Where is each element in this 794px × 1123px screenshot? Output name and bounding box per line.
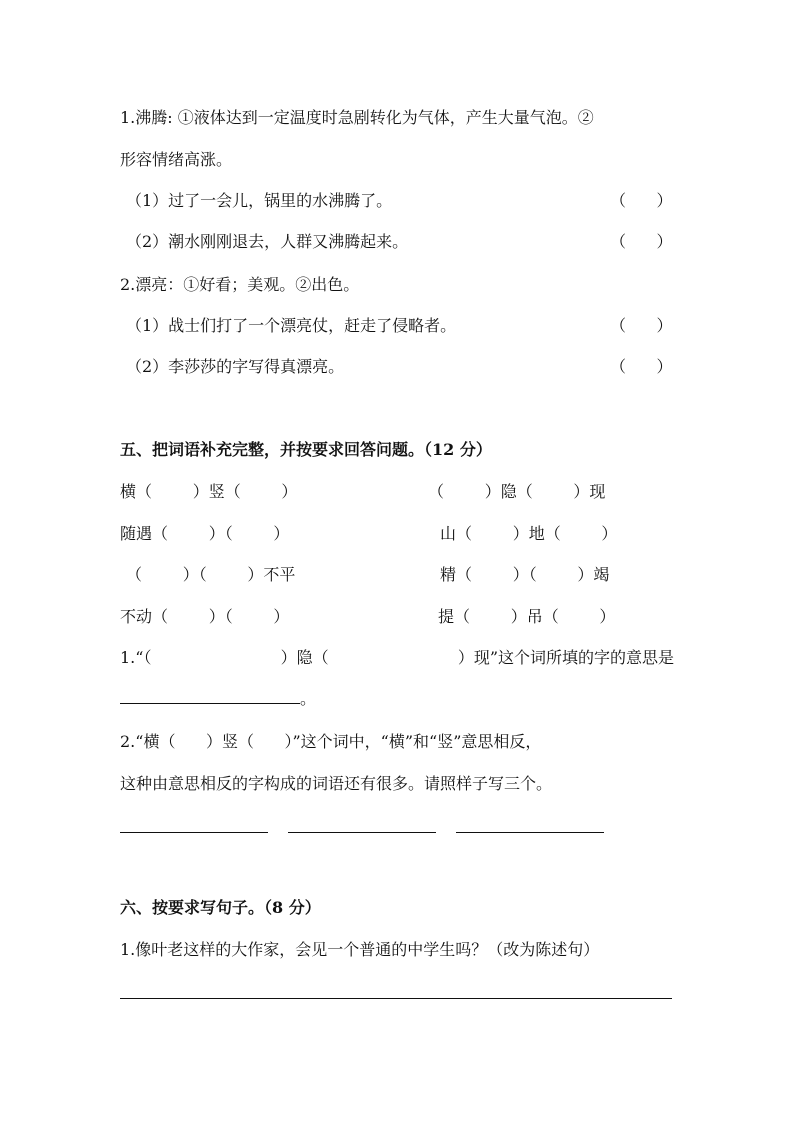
q5-sub2-line2: 这种由意思相反的字构成的词语还有很多。请照样子写三个。 [120, 774, 553, 793]
q5-sub1-part2: ）隐（ [280, 648, 329, 667]
q5-row2-left: 随遇（ ）（ ） [120, 524, 290, 543]
q5-row4-left: 不动（ ）（ ） [120, 607, 290, 626]
section5-heading: 五、把词语补充完整，并按要求回答问题。（12 分） [120, 440, 492, 459]
q5-row1-left: 横（ ）竖（ ） [120, 482, 298, 501]
q5-row4-right: 提（ ）吊（ ） [438, 607, 616, 626]
q5-row3-right: 精（ ）（ ）竭 [440, 565, 610, 584]
q5-sub1-end: 。 [300, 689, 317, 708]
q5-sub1-question [120, 648, 674, 668]
q5-sub1-part1: 1.“（ [120, 648, 152, 667]
q5-answer-blank-3[interactable] [456, 832, 604, 833]
section6-heading: 六、按要求写句子。（8 分） [120, 898, 321, 917]
q5-row2-right: 山（ ）地（ ） [440, 524, 618, 543]
q5-answer-blank-2[interactable] [288, 832, 436, 833]
q5-sub1-part3: ）现”这个词所填的字的意思是 [457, 648, 674, 667]
answer-paren[interactable]: （ ） [610, 232, 673, 251]
q5-row1-right: （ ）隐（ ）现 [428, 482, 606, 501]
answer-paren[interactable]: （ ） [610, 191, 673, 210]
q4-item2-sentence1: （1）战士们打了一个漂亮仗，赶走了侵略者。 [126, 316, 457, 335]
q5-sub1-answer-row [120, 689, 316, 709]
q4-item1-sentence1: （1）过了一会儿，锅里的水沸腾了。 [126, 191, 393, 210]
q4-item1-definition-line1: 1.沸腾: ①液体达到一定温度时急剧转化为气体，产生大量气泡。② [120, 108, 594, 127]
q5-sub1-answer-blank[interactable] [120, 689, 300, 704]
q4-item2-definition: 2.漂亮：①好看；美观。②出色。 [120, 275, 360, 294]
q5-sub2-line1: 2.“横（ ）竖（ ）”这个词中，“横”和“竖”意思相反， [120, 732, 542, 751]
answer-paren[interactable]: （ ） [610, 357, 673, 376]
q4-item2-sentence2: （2）李莎莎的字写得真漂亮。 [126, 357, 345, 376]
q5-answer-blank-1[interactable] [120, 832, 268, 833]
q6-item1-answer-line[interactable] [120, 998, 672, 999]
q4-item1-sentence2: （2）潮水刚刚退去，人群又沸腾起来。 [126, 232, 409, 251]
q4-item1-definition-line2: 形容情绪高涨。 [120, 150, 233, 169]
q5-row3-left: （ ）（ ）不平 [126, 565, 296, 584]
q6-item1: 1.像叶老这样的大作家，会见一个普通的中学生吗？（改为陈述句） [120, 940, 600, 959]
answer-paren[interactable]: （ ） [610, 316, 673, 335]
